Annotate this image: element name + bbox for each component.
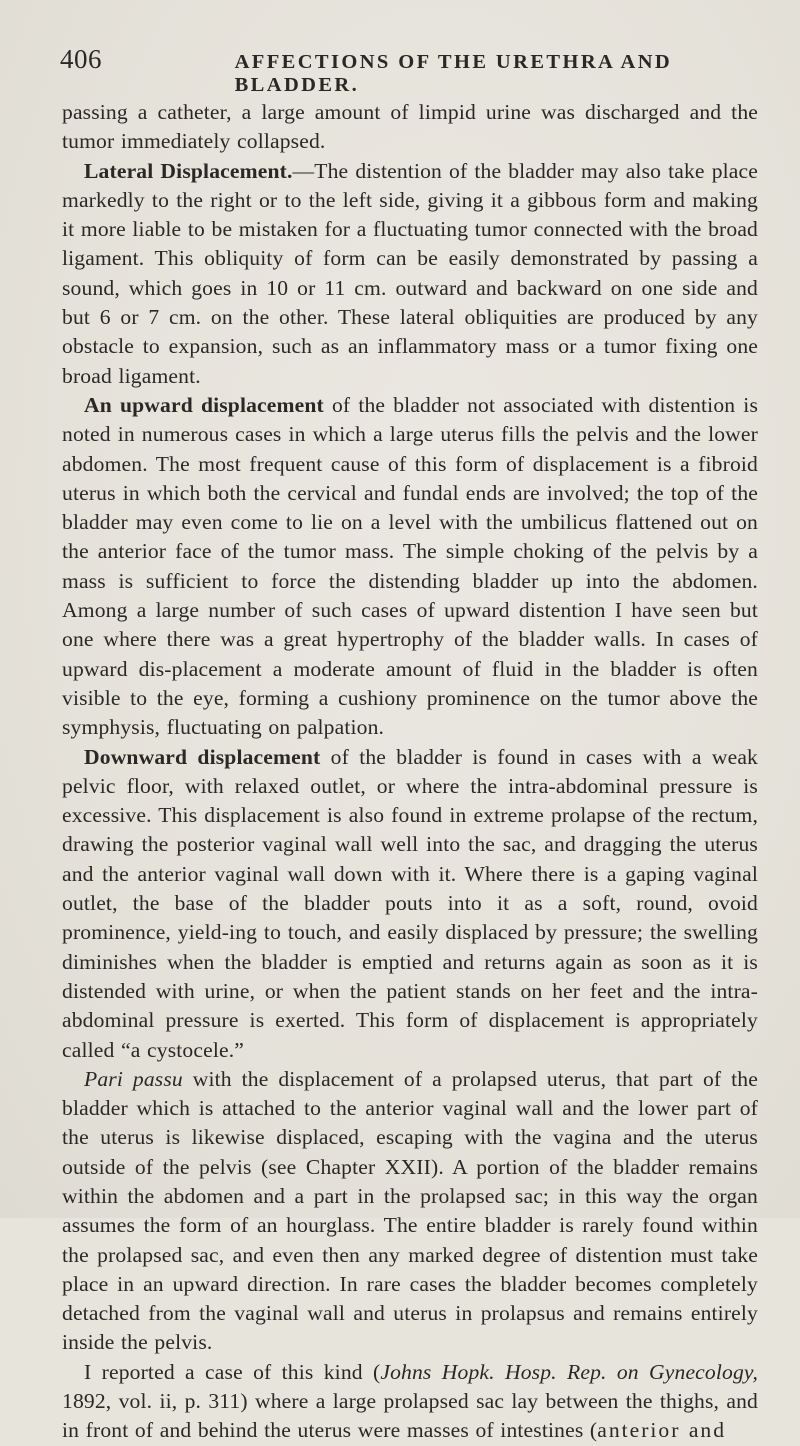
paragraph-text: passing a catheter, a large amount of limpid urine was discharged and the tumor immediately collapsed. — [62, 100, 758, 154]
paragraph-text: —The distention of the bladder may also take place markedly to the right or to the left side, giving it a gibbous form and making it more liable to be mistaken for a fluctuating tumor connected with the broad ligament. This obliquity of form can be easily demonstrated by passing a sound, which goes in 10 or 11 cm. outward and backward on one side and but 6 or 7 cm. on the other. These lateral obliquities are produced by any obstacle to expansion, such as an inflammatory mass or a tumor fixing one broad ligament. — [62, 158, 758, 388]
subheading-upward-displacement: An upward displacement — [84, 392, 324, 417]
latin-phrase: Pari passu — [84, 1066, 183, 1091]
paragraph-downward-displacement — [62, 743, 758, 1065]
running-head-title: AFFECTIONS OF THE URETHRA AND BLADDER. — [234, 51, 673, 96]
citation: Johns Hopk. Hosp. Rep. on Gynecology, — [380, 1359, 758, 1384]
paragraph-text: of the bladder not associated with distention is noted in numerous cases in which a large uterus fills the pelvis and the lower abdomen. The most frequent cause of this form of displacement is a fibroid uterus in which both the cervical and fundal ends are involved; the top of the bladder may even come to lie on a level with the umbilicus flattened out on the anterior face of the tumor mass. The simple choking of the pelvis by a mass is sufficient to force the distending bladder up into the abdomen. Among a large number of such cases of upward distention I have seen but one where there was a great hypertrophy of the bladder walls. In cases of upward dis-placement a moderate amount of fluid in the bladder is often visible to the eye, forming a cushiony prominence on the tumor above the symphysis, fluctuating on palpation. — [62, 392, 758, 740]
paragraph-text: I reported a case of this kind ( — [84, 1359, 381, 1384]
running-head — [60, 44, 758, 96]
body-text — [62, 98, 758, 1446]
page-number: 406 — [60, 44, 102, 74]
paragraph-text: of the bladder is found in cases with a weak pelvic floor, with relaxed outlet, or where the intra-abdominal pressure is excessive. This displacement is also found in extreme prolapse of the rectum, drawing the posterior vaginal wall well into the sac, and dragging the uterus and the anterior vaginal wall down with it. Where there is a gaping vaginal outlet, the base of the bladder pouts into it as a soft, round, ovoid prominence, yield-ing to touch, and easily displaced by pressure; the swelling diminishes when the bladder is emptied and returns again as soon as it is distended with urine, or when the patient stands on her feet and the intra-abdominal pressure is exerted. This form of displacement is appropriately called “a cystocele.” — [62, 744, 759, 1062]
paragraph-pari-passu — [62, 1065, 758, 1358]
paragraph-text: with the displacement of a prolapsed uterus, that part of the bladder which is attached to the anterior vaginal wall and the lower part of the uterus is likewise displaced, escaping with the vagina and the uterus outside of the pelvis (see Chapter XXII). A portion of the bladder remains within the abdomen and a part in the prolapsed sac; in this way the organ assumes the form of an hourglass. The entire bladder is rarely found within the prolapsed sac, and even then any marked degree of distention must take place in an upward direction. In rare cases the bladder becomes completely detached from the vaginal wall and uterus in prolapsus and remains entirely inside the pelvis. — [62, 1066, 758, 1355]
paragraph-upward-displacement — [62, 391, 758, 743]
subheading-lateral-displacement: Lateral Displacement. — [84, 158, 293, 183]
paragraph-case-report — [62, 1358, 758, 1446]
subheading-downward-displacement: Downward displacement — [84, 744, 321, 769]
paragraph-lateral-displacement — [62, 157, 758, 391]
spaced-text: anterior and — [597, 1418, 727, 1443]
paragraph-continuation — [62, 98, 758, 157]
paragraph-text: 1892, vol. ii, p. 311) where a large prolapsed sac lay between the thighs, and in front of and behind the uterus were masses of intestines ( — [62, 1389, 758, 1443]
